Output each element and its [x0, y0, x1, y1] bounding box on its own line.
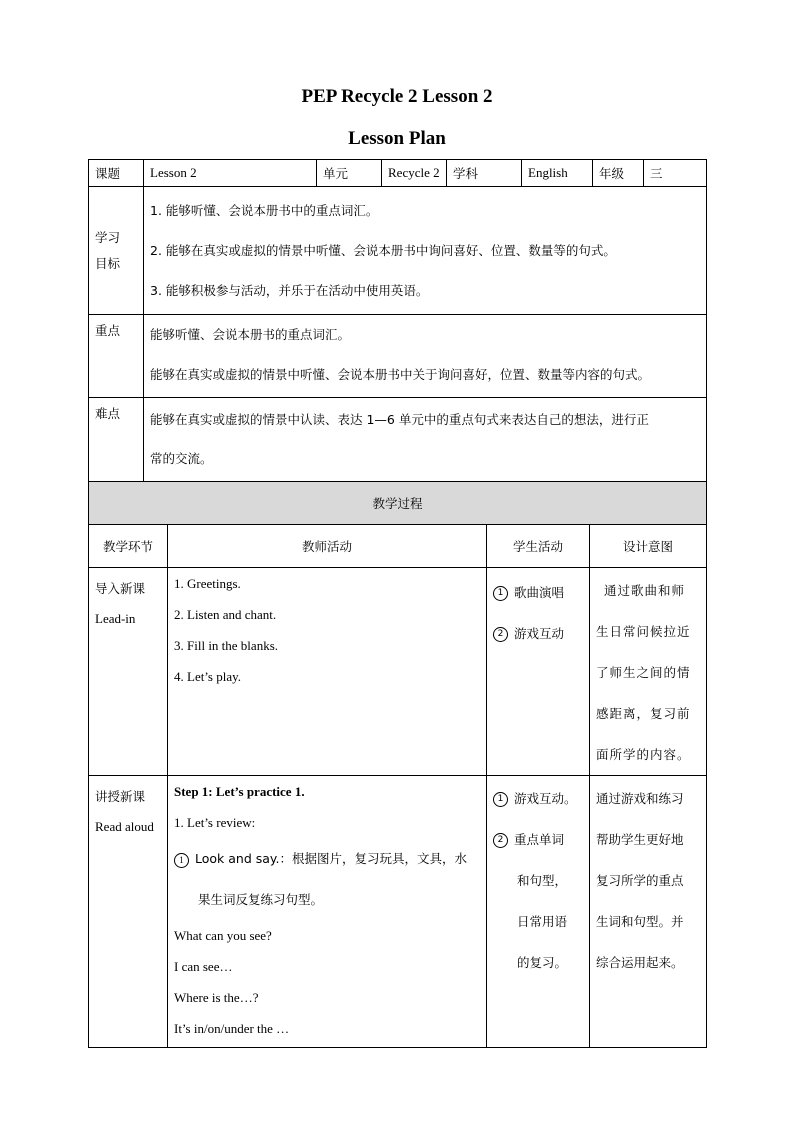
- teacher-item: What can you see?: [174, 928, 272, 943]
- col-intent-header: 设计意图: [590, 525, 707, 568]
- unit-value: Recycle 2: [382, 160, 447, 187]
- student-activity-cell: [487, 776, 590, 1048]
- student-item: [493, 572, 583, 613]
- intent-line: 通过歌曲和师: [604, 583, 686, 598]
- difficulties-content: [144, 398, 707, 483]
- objective-item: 2. 能够在真实或虚拟的情景中听懂、会说本册书中询问喜好、位置、数量等的句式。: [150, 243, 616, 258]
- intent-line: 复习所学的重点: [596, 873, 684, 888]
- page-title: PEP Recycle 2 Lesson 2: [301, 86, 493, 107]
- intent-line: 生日常问候拉近: [596, 624, 691, 639]
- student-item-text: 游戏互动: [514, 626, 565, 641]
- student-item-cont: 的复习。: [517, 955, 568, 970]
- intent-line: 感距离，复习前: [596, 706, 691, 721]
- teacher-item: I can see…: [174, 959, 233, 974]
- objective-item: 3. 能够积极参与活动，并乐于在活动中使用英语。: [150, 283, 429, 298]
- teacher-activity-cell: [168, 568, 487, 776]
- topic-value: Lesson 2: [144, 160, 317, 187]
- process-heading: 教学过程: [89, 482, 707, 525]
- teacher-activity-cell: [168, 776, 487, 1048]
- intent-line: 生词和句型。并: [596, 914, 684, 929]
- stage-cn: 讲授新课: [95, 789, 146, 804]
- student-activity-cell: [487, 568, 590, 776]
- goals-table: [88, 186, 707, 483]
- topic-label: 课题: [89, 160, 144, 187]
- unit-label: 单元: [317, 160, 382, 187]
- teacher-subitem-cont: 果生词反复练习句型。: [198, 892, 324, 907]
- objectives-content: [144, 187, 707, 315]
- stage-cell: [89, 568, 168, 776]
- teacher-item: 1. Let’s review:: [174, 815, 256, 830]
- grade-label: 年级: [593, 160, 644, 187]
- col-teacher-header: 教师活动: [168, 525, 487, 568]
- stage-cn: 导入新课: [95, 581, 146, 596]
- subject-value: English: [522, 160, 593, 187]
- process-table: [88, 481, 707, 1048]
- intent-line: 了师生之间的情: [596, 665, 691, 680]
- col-student-header: 学生活动: [487, 525, 590, 568]
- teacher-item: 2. Listen and chant.: [174, 607, 277, 622]
- student-item-text: 歌曲演唱: [514, 585, 565, 600]
- circled-number: 1: [493, 792, 508, 807]
- teacher-subitem-text: Look and say.：根据图片，复习玩具，文具，水: [195, 851, 468, 866]
- intent-line: 面所学的内容。: [596, 747, 691, 762]
- difficulty-item: 常的交流。: [150, 451, 213, 466]
- difficulties-label: 难点: [89, 398, 144, 483]
- student-item-cont: 日常用语: [517, 914, 568, 929]
- teacher-step-title: Step 1: Let’s practice 1.: [174, 784, 305, 799]
- circled-number: 1: [493, 586, 508, 601]
- col-stage-header: 教学环节: [89, 525, 168, 568]
- design-intent-cell: [590, 776, 707, 1048]
- stage-en: Lead-in: [95, 611, 136, 626]
- teacher-item: 1. Greetings.: [174, 576, 241, 591]
- intent-line: 通过游戏和练习: [596, 791, 684, 806]
- info-table: [88, 159, 707, 187]
- page-subtitle: Lesson Plan: [348, 128, 446, 149]
- circled-number: 2: [493, 833, 508, 848]
- key-point-item: 能够在真实或虚拟的情景中听懂、会说本册书中关于询问喜好，位置、数量等内容的句式。: [150, 367, 651, 382]
- subject-label: 学科: [447, 160, 522, 187]
- objectives-label: [89, 187, 144, 315]
- design-intent-cell: [590, 568, 707, 776]
- objective-item: 1. 能够听懂、会说本册书中的重点词汇。: [150, 203, 379, 218]
- student-item-text: 重点单词: [514, 832, 565, 847]
- difficulty-item: 能够在真实或虚拟的情景中认读、表达 1—6 单元中的重点句式来表达自己的想法，进行正: [150, 412, 649, 427]
- circled-number: 2: [493, 627, 508, 642]
- student-item: [493, 613, 583, 654]
- objectives-label-line-2: 目标: [95, 255, 121, 271]
- intent-line: 帮助学生更好地: [596, 832, 684, 847]
- key-point-item: 能够听懂、会说本册书的重点词汇。: [150, 327, 351, 342]
- teacher-item: 3. Fill in the blanks.: [174, 638, 278, 653]
- student-item: [493, 819, 583, 860]
- teacher-item: It’s in/on/under the …: [174, 1021, 290, 1036]
- teacher-subitem: [174, 838, 480, 879]
- objectives-label-line-1: 学习: [95, 229, 121, 245]
- teacher-item: Where is the…?: [174, 990, 259, 1005]
- table-row: [89, 568, 707, 776]
- student-item: [493, 778, 583, 819]
- table-row: [89, 776, 707, 1048]
- grade-value: 三: [644, 160, 707, 187]
- teacher-item: 4. Let’s play.: [174, 669, 242, 684]
- stage-cell: [89, 776, 168, 1048]
- intent-line: 综合运用起来。: [596, 955, 684, 970]
- student-item-cont: 和句型，: [517, 873, 568, 888]
- student-item-text: 游戏互动。: [514, 791, 577, 806]
- stage-en: Read aloud: [95, 819, 154, 834]
- circled-number: 1: [174, 853, 189, 868]
- key-points-content: [144, 315, 707, 398]
- key-points-label: 重点: [89, 315, 144, 398]
